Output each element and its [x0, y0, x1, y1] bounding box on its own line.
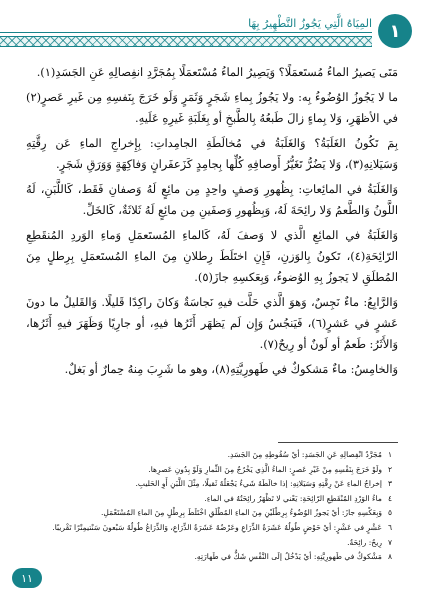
footnote-item — [26, 550, 398, 565]
paragraph-ghalaba-weight: وَالغَلَبَةُ في المائِعِ الَّذي لا وَصفَ لَهُ، كَالماءِ المُستَعمَلِ وَماءِ الوَردِ المُنقَطِعِ الرّائِحَةِ(٤)، تَكونُ بِالوَزنِ، فَإِنِ اختَلَطَ رِطلانِ مِنَ الماءِ المُستَعمَلِ بِرِطلٍ مِنَ المُطلَقِ لا يَجوزُ بِهِ الوُضوءُ، وَبِعَكسِهِ جازَ(٥). — [26, 228, 398, 284]
footnote-text: ولَوْ خَرَجَ بِنَفْسِهِ مِنْ غَيْرِ عَصرٍ: الماءُ الَّذِي يَخْرُجُ مِنَ الثِّمارِ وَلَوْ بِدُونِ عَصرِها. — [148, 464, 382, 474]
footnote-number: ٤ — [388, 493, 393, 503]
paragraph-not-allowed: ما لا يَجُوزُ الوُضُوءُ بِه: ولا يَجُوزُ بِماءِ شَجَرٍ وَثَمَرٍ وَلَو خَرَجَ بِنَفسِهِ مِن غَيرِ عَصرٍ(٢) في الأظهَرِ، وَلا بِماءٍ زالَ طَبعُهُ بِالطَّبخِ أو بِغَلَبَةِ غَيرِهِ عَلَيهِ. — [26, 90, 398, 125]
ornament-band — [0, 36, 372, 47]
footnote-number: ٥ — [388, 508, 393, 518]
footnote-text: إخراجُ الماءِ عَنْ رِقَّتِهِ وَسَيَلانِهِ: إذا خالَطَهُ شَيءٌ يَجْعَلُهُ ثَقيلًا، مِثْلَ اللَّبَنِ أَوِ الحَليبِ. — [135, 479, 382, 489]
footnote-item — [26, 448, 398, 463]
footnote-text: مَشْكوكٌ في طَهورِيَّتِهِ: أيْ يَدْخُلُ إلَى النَّفْسِ شَكٌّ في طَهارَتِهِ. — [194, 552, 382, 562]
footnote-item — [26, 463, 398, 478]
footnote-item — [26, 536, 398, 551]
main-text — [26, 62, 398, 384]
footnote-item — [26, 477, 398, 492]
page-header — [12, 14, 412, 48]
footnote-text: عَشْرٍ في عَشْرٍ: أيْ حَوْضٍ طُولُهُ عَشَرَةُ الذِّرَاعِ وعَرْضُهُ عَشَرَةُ الذِّرَاعِ، وَالذِّرَاعُ طُولُهُ سَبْعونَ سَنْتيمِتْرًا تَقْريبًا. — [52, 522, 382, 532]
chapter-number-badge: ١ — [378, 14, 412, 48]
footnote-number: ١ — [388, 450, 393, 459]
paragraph-fourth-najis: وَالرَّابِعُ: ماءٌ نَجِسٌ، وَهوَ الَّذي حَلَّت فيهِ نَجاسَةٌ وَكانَ راكِدًا قَليلًا. وَالقَليلُ ما دونَ عَشرٍ في عَشرٍ(٦)، فَيَنجُسُ وَإِن لَم يَظهَر أَثَرُها فيهِ، أو جارِيًا وَظَهَرَ فيهِ أَثَرُها، وَالأَثَرُ: طَعمٌ أو لَونٌ أو رِيحٌ(٧). — [26, 295, 398, 351]
paragraph-mustamal: مَتَى يَصيرُ الماءُ مُستَعمَلًا؟ وَيَصِيرُ الماءُ مُسْتَعمَلًا بِمُجَرَّدِ انفِصالِهِ عَنِ الجَسَدِ(١). — [36, 65, 398, 79]
paragraph-ghalaba-liquids: وَالغَلَبَةُ في المائِعاتِ: بِظُهورِ وَصفٍ واحِدٍ مِن مائِعٍ لَهُ وَصفانِ فَقَط، كَاللَّبَنِ، لَهُ اللَّونُ وَالطَّعمُ وَلا رائِحَةَ لَهُ، وَبِظُهورِ وَصفَينِ مِن مائِعٍ لَهُ ثَلاثَةٌ، كَالخَلِّ. — [26, 182, 398, 217]
title-underline — [0, 32, 372, 33]
footnote-text: رِيحٌ: رائِحَةٌ. — [347, 537, 382, 547]
page-number: ١١ — [12, 568, 42, 588]
footnote-item — [26, 506, 398, 521]
footnote-separator — [278, 442, 398, 443]
footnote-item — [26, 521, 398, 536]
footnote-number: ٣ — [388, 479, 393, 489]
running-title: المِيَاهُ الَّتِي يَجُوزُ التَّطْهِيرُ بِهَا — [248, 17, 372, 30]
paragraph-fifth-mashkuk: وَالخامِسُ: ماءٌ مَشكوكٌ في طَهورِيَّتِهِ(٨)، وهو ما شَرِبَ مِنهُ حِمارٌ أو بَغلٌ. — [64, 362, 398, 376]
footnote-number: ٧ — [388, 537, 393, 547]
paragraph-ghalaba-solids: بِمَ تَكُونُ الغَلَبَةُ؟ وَالغَلَبَةُ في مُخالَطَةِ الجامِداتِ: بِإِخراجِ الماءِ عَن رِقَّتِهِ وَسَيَلانِهِ(٣)، وَلا يَضُرُّ تَغَيُّرُ أَوصافِهِ كُلِّها بِجامِدٍ كَزَعفَرانٍ وَفاكِهَةٍ وَوَرَقِ شَجَرٍ. — [26, 136, 398, 171]
footnote-number: ٢ — [388, 464, 393, 474]
footnote-text: مُجَرَّدُ انْفِصالِهِ عَنِ الجَسَدِ: أيْ سُقُوطِهِ مِنَ الجَسَدِ. — [227, 450, 382, 459]
footnote-text: ماءُ الوَرْدِ المُنْقَطِعِ الرّائِحَةِ: يَعْني لا تَظْهَرُ رائِحَتُهُ في الماءِ. — [204, 493, 382, 503]
footnote-number: ٨ — [388, 552, 393, 562]
footnotes — [26, 448, 398, 565]
footnote-number: ٦ — [388, 522, 393, 532]
footnote-item — [26, 492, 398, 507]
footnote-text: وَبِعَكْسِهِ جازَ: أيْ يَجوزُ الوُضُوءُ بِرِطْلَيْنِ مِنَ الماءِ المُطْلَقِ اخْتَلَطَ بِرِطْلٍ مِنَ الماءِ المُسْتَعْمَلِ. — [101, 508, 382, 518]
